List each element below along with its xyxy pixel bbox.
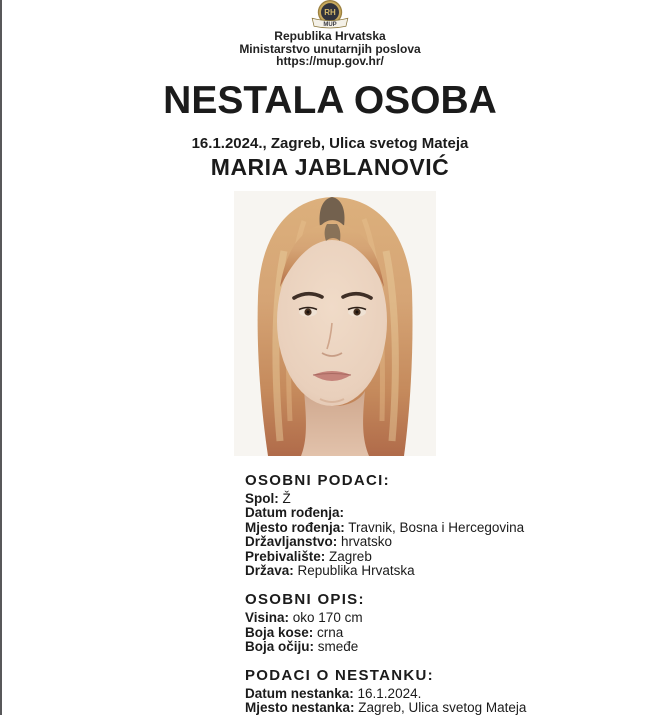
details bbox=[245, 473, 660, 716]
org-name-line: Ministarstvo unutarnjih poslova bbox=[0, 43, 660, 56]
info-row bbox=[245, 550, 660, 565]
org-lines bbox=[0, 30, 660, 68]
info-row bbox=[245, 701, 660, 716]
info-row bbox=[245, 564, 660, 579]
info-row bbox=[245, 687, 660, 702]
emblem-mup-text: MUP bbox=[323, 22, 336, 28]
field-value: Zagreb bbox=[325, 549, 372, 564]
field-value: Ž bbox=[279, 491, 291, 506]
field-value: Travnik, Bosna i Hercegovina bbox=[345, 520, 524, 535]
field-value: smeđe bbox=[314, 639, 358, 654]
field-value: Zagreb, Ulica svetog Mateja bbox=[355, 700, 527, 715]
field-label: Državljanstvo: bbox=[245, 534, 337, 549]
field-value: oko 170 cm bbox=[289, 610, 363, 625]
page-left-border bbox=[0, 0, 2, 715]
field-label: Mjesto rođenja: bbox=[245, 520, 345, 535]
field-label: Država: bbox=[245, 563, 294, 578]
mup-website-link[interactable]: https://mup.gov.hr/ bbox=[0, 55, 660, 68]
missing-person-name: MARIA JABLANOVIĆ bbox=[0, 154, 660, 180]
org-name-line: Republika Hrvatska bbox=[0, 30, 660, 43]
incident-date-location: 16.1.2024., Zagreb, Ulica svetog Mateja bbox=[0, 136, 660, 152]
field-label: Datum rođenja: bbox=[245, 505, 344, 520]
info-section bbox=[245, 473, 660, 580]
field-label: Boja kose: bbox=[245, 625, 313, 640]
field-value: 16.1.2024. bbox=[354, 686, 422, 701]
section-heading: OSOBNI OPIS: bbox=[245, 592, 660, 608]
info-row bbox=[245, 535, 660, 550]
section-heading: OSOBNI PODACI: bbox=[245, 473, 660, 489]
section-heading: PODACI O NESTANKU: bbox=[245, 668, 660, 684]
page-title: NESTALA OSOBA bbox=[0, 79, 660, 123]
info-row bbox=[245, 521, 660, 536]
info-row bbox=[245, 626, 660, 641]
field-value: Republika Hrvatska bbox=[294, 563, 415, 578]
info-section bbox=[245, 592, 660, 655]
field-label: Visina: bbox=[245, 610, 289, 625]
info-row bbox=[245, 506, 660, 521]
info-section bbox=[245, 668, 660, 716]
portrait-illustration bbox=[234, 191, 436, 456]
missing-person-photo bbox=[234, 191, 436, 456]
poster-header bbox=[0, 0, 660, 68]
info-row bbox=[245, 640, 660, 655]
field-label: Spol: bbox=[245, 491, 279, 506]
field-value: hrvatsko bbox=[337, 534, 392, 549]
emblem-rh-text: RH bbox=[324, 8, 336, 17]
info-row bbox=[245, 492, 660, 507]
mup-coat-of-arms-icon bbox=[307, 0, 353, 30]
field-value: crna bbox=[313, 625, 343, 640]
info-row bbox=[245, 611, 660, 626]
field-label: Boja očiju: bbox=[245, 639, 314, 654]
field-label: Mjesto nestanka: bbox=[245, 700, 355, 715]
field-label: Datum nestanka: bbox=[245, 686, 354, 701]
field-label: Prebivalište: bbox=[245, 549, 325, 564]
